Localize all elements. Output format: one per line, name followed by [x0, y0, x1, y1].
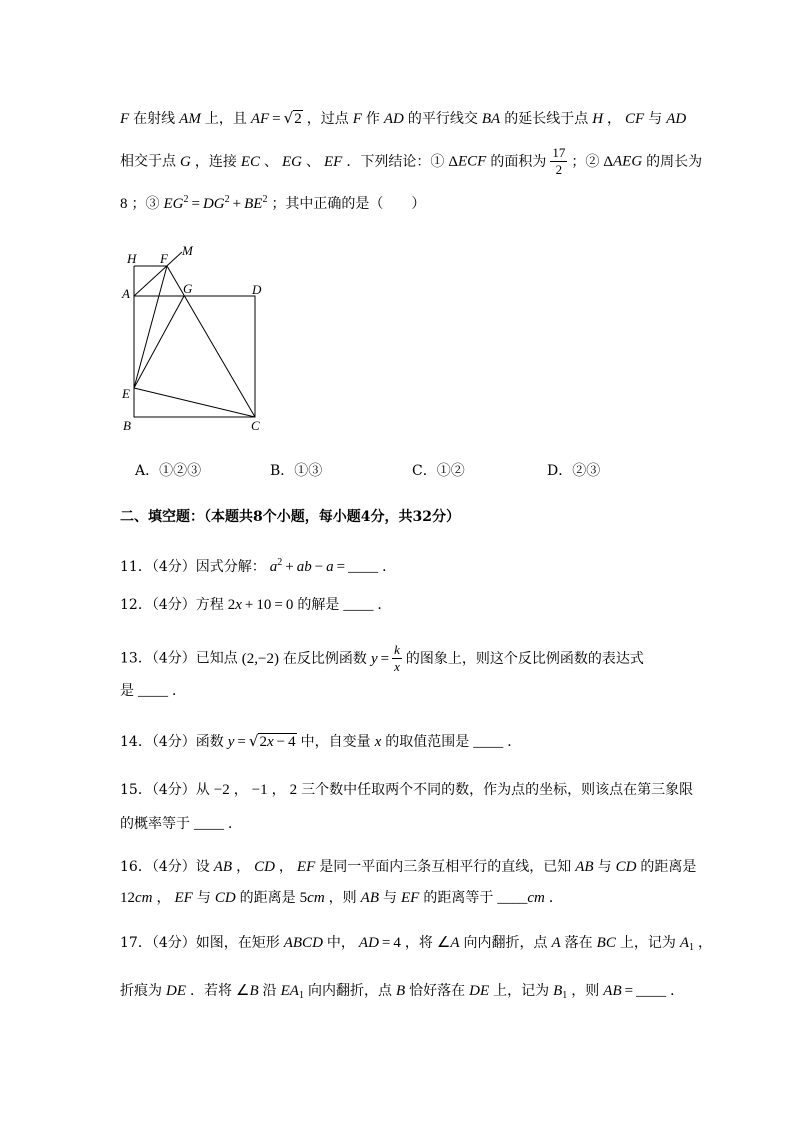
- math-variable: a: [326, 559, 334, 575]
- math-variable: AB: [575, 859, 594, 875]
- square-root: [249, 729, 297, 754]
- math-variable: CD: [254, 859, 275, 875]
- question-13-line-1: [120, 642, 644, 674]
- point-label-c: C: [251, 418, 260, 433]
- math-variable: cm: [307, 890, 325, 906]
- answer-blank: ____: [138, 683, 168, 699]
- text-run: ．: [377, 597, 392, 613]
- fraction-denominator: [392, 659, 402, 674]
- text-run: 的解是: [297, 597, 340, 613]
- answer-blank: ____: [497, 890, 528, 906]
- math-variable: cm: [135, 890, 153, 906]
- fraction: [392, 643, 402, 674]
- text-run: 中，自变量: [300, 734, 371, 750]
- math-variable: AD: [358, 935, 379, 951]
- math-variable: EA: [280, 983, 299, 999]
- math-variable: G: [180, 153, 191, 170]
- math-number: 2: [259, 734, 267, 750]
- math-variable: A: [450, 935, 460, 951]
- math-variable: A: [679, 935, 690, 951]
- math-operator: =: [191, 196, 200, 212]
- math-variable: EG: [282, 153, 303, 170]
- math-variable: CD: [615, 859, 637, 875]
- text-run: ；②: [571, 153, 600, 170]
- math-number: 2: [294, 111, 302, 127]
- text-run: 的取值范围是: [385, 734, 470, 750]
- problem-10-line-2: [120, 145, 703, 177]
- text-run: ，连接: [194, 153, 237, 170]
- section-heading: 二、填空题：（本题共8个小题，每小题4分，共32分）: [120, 509, 460, 525]
- math-variable: a: [269, 559, 278, 575]
- subscript: 1: [562, 990, 568, 1001]
- question-17-line-1: [120, 931, 712, 955]
- math-operator: =: [624, 983, 634, 999]
- text-run: 与: [648, 111, 663, 127]
- text-run: ，则: [571, 983, 600, 999]
- math-variable: EF: [296, 859, 316, 875]
- math-number: Δ: [603, 153, 613, 170]
- text-run: ．: [548, 890, 563, 906]
- segment-fc: [167, 266, 255, 417]
- text-run: 上，记为: [493, 983, 550, 999]
- math-variable: y: [370, 650, 378, 667]
- math-number: 2: [227, 597, 236, 613]
- math-variable: EF: [324, 153, 343, 170]
- text-run: 的周长为: [646, 153, 703, 170]
- math-variable: x: [266, 734, 274, 750]
- radicand: [258, 733, 296, 750]
- problem-10-line-1: [120, 106, 686, 130]
- math-number: 8: [120, 196, 128, 212]
- math-operator: +: [285, 559, 294, 575]
- text-run: 在反比例函数: [282, 650, 367, 667]
- math-number: 4: [393, 935, 401, 951]
- text-run: 15．（4分）从: [120, 782, 210, 798]
- text-run: 恰好落在: [409, 983, 466, 999]
- point-label-d: D: [252, 282, 262, 297]
- text-run: 13．（4分）已知点: [120, 650, 238, 667]
- point-label-h: H: [127, 251, 137, 266]
- fraction-numerator: [550, 146, 567, 162]
- option-b: B．①③: [270, 463, 323, 479]
- math-number: Δ: [448, 153, 458, 170]
- text-run: 落在: [564, 935, 593, 951]
- math-operator: −: [314, 559, 324, 575]
- question-14: [120, 729, 521, 753]
- answer-blank: ____: [473, 734, 504, 750]
- text-run: 作: [365, 111, 380, 127]
- math-variable: B: [395, 983, 406, 999]
- math-number: 2: [555, 162, 563, 177]
- text-run: 的延长线于点: [504, 111, 589, 127]
- text-run: ．: [507, 734, 522, 750]
- text-run: ，过点: [306, 111, 349, 127]
- text-run: 与: [383, 890, 397, 906]
- math-operator: =: [336, 559, 346, 575]
- math-variable: EC: [240, 153, 261, 170]
- text-run: ，: [233, 782, 248, 798]
- text-run: ，则: [328, 890, 357, 906]
- math-number: −1: [251, 782, 268, 798]
- math-variable: B: [553, 983, 563, 999]
- math-variable: BA: [481, 111, 501, 127]
- option-c: C．①②: [412, 463, 465, 479]
- math-variable: AB: [603, 983, 622, 999]
- question-13-line-2: [120, 679, 186, 703]
- math-variable: BE: [244, 196, 263, 212]
- math-variable: ABCD: [283, 935, 323, 951]
- text-run: ．: [670, 983, 685, 999]
- math-operator: =: [380, 650, 390, 667]
- math-variable: x: [394, 659, 400, 674]
- question-17-line-2: [120, 979, 684, 1003]
- math-variable: DE: [469, 983, 490, 999]
- square-root: [284, 106, 303, 131]
- text-run: ．: [228, 816, 242, 832]
- text-run: ，将: [404, 935, 433, 951]
- text-run: 11．（4分）因式分解：: [120, 559, 266, 575]
- math-variable: ECF: [458, 153, 487, 170]
- math-variable: BC: [596, 935, 616, 951]
- text-run: 的面积为: [490, 153, 547, 170]
- math-variable: AB: [360, 890, 379, 906]
- text-run: ．下列结论：①: [346, 153, 445, 170]
- subscript: 1: [298, 990, 304, 1001]
- text-run: ．: [382, 559, 397, 575]
- math-variable: EF: [174, 890, 193, 906]
- text-run: 的距离是: [640, 859, 697, 875]
- answer-blank: ____: [194, 816, 224, 832]
- answer-blank: ____: [636, 983, 667, 999]
- text-run: 沿: [262, 983, 277, 999]
- point-label-m: M: [182, 243, 193, 258]
- answer-blank: ____: [348, 559, 379, 575]
- math-operator: =: [274, 597, 283, 613]
- math-operator: =: [272, 111, 281, 127]
- text-run: 上，记为: [619, 935, 676, 951]
- text-run: 与: [597, 859, 612, 875]
- math-variable: EF: [401, 890, 420, 906]
- math-variable: CF: [625, 111, 645, 127]
- ray-am: [134, 252, 182, 296]
- text-run: 三个数中任取两个不同的数，作为点的坐标，则该点在第三象限: [301, 782, 694, 798]
- text-run: ．若将: [190, 983, 232, 999]
- math-operator: +: [244, 597, 254, 613]
- text-run: 在射线: [133, 111, 176, 127]
- math-number: 12: [120, 890, 135, 906]
- math-variable: AM: [179, 111, 201, 127]
- question-12: [120, 593, 391, 617]
- point-label-a: A: [122, 286, 130, 301]
- math-number: ∠: [236, 983, 250, 999]
- text-run: 12．（4分）方程: [120, 597, 224, 613]
- text-run: ．: [172, 683, 186, 699]
- text-run: ，: [156, 890, 171, 906]
- text-run: 的平行线交: [407, 111, 478, 127]
- math-number: 2: [289, 782, 298, 798]
- math-operator: =: [381, 935, 391, 951]
- math-number: ∠: [436, 935, 451, 951]
- math-operator: +: [232, 196, 242, 212]
- segment-eg: [134, 296, 184, 388]
- math-number: 0: [285, 597, 294, 613]
- math-number: 17: [552, 145, 566, 160]
- superscript: 2: [262, 194, 268, 205]
- text-run: ，: [236, 859, 251, 875]
- question-15-line-2: [120, 812, 242, 836]
- math-variable: A: [551, 935, 561, 951]
- text-run: 的距离是: [239, 890, 296, 906]
- math-number: −2: [213, 782, 230, 798]
- text-run: ；③: [131, 196, 160, 212]
- text-run: ；其中正确的是（ ）: [271, 196, 426, 212]
- math-variable: AEG: [613, 153, 643, 170]
- question-15-line-1: [120, 778, 693, 802]
- segment-ec: [134, 388, 255, 417]
- math-variable: cm: [527, 890, 545, 906]
- text-run: 是: [120, 683, 134, 699]
- math-number: 10: [256, 597, 272, 613]
- math-variable: AF: [250, 111, 270, 127]
- radicand: [293, 110, 303, 127]
- point-label-e: E: [122, 386, 130, 401]
- fraction-denominator: [550, 162, 567, 177]
- math-variable: F: [352, 111, 362, 127]
- math-variable: AB: [213, 859, 233, 875]
- text-run: 的图象上，则这个反比例函数的表达式: [405, 650, 644, 667]
- math-variable: DG: [202, 196, 225, 212]
- text-run: 向内翻折，点: [307, 983, 392, 999]
- math-variable: B: [249, 983, 259, 999]
- question-16-line-2: [120, 886, 563, 910]
- problem-10-line-3: [120, 188, 425, 212]
- fraction: [550, 146, 567, 177]
- text-run: 16．（4分）设: [120, 859, 210, 875]
- text-run: 与: [196, 890, 211, 906]
- point-label-f: F: [160, 251, 168, 266]
- superscript: 2: [183, 194, 189, 205]
- text-run: 上，且: [204, 111, 247, 127]
- text-run: 相交于点: [120, 153, 176, 170]
- text-run: 是同一平面内三条互相平行的直线，已知: [319, 859, 572, 875]
- math-variable: H: [592, 111, 604, 127]
- point-label-b: B: [123, 418, 131, 433]
- text-run: 17．（4分）如图，在矩形: [120, 935, 280, 951]
- text-run: 折痕为: [120, 983, 162, 999]
- text-run: ，: [271, 782, 286, 798]
- math-number: 4: [288, 734, 296, 750]
- text-run: 中，: [326, 935, 355, 951]
- superscript: 2: [277, 557, 283, 568]
- math-variable: x: [235, 597, 242, 613]
- text-run: 的距离等于: [423, 890, 494, 906]
- superscript: 2: [224, 194, 230, 205]
- text-run: 向内翻折，点: [463, 935, 548, 951]
- math-variable: AD: [383, 111, 404, 127]
- math-number: (2,−2): [241, 650, 279, 667]
- text-run: 、: [264, 153, 279, 170]
- text-run: 14．（4分）函数: [120, 734, 224, 750]
- text-run: 、: [306, 153, 321, 170]
- text-run: ，: [278, 859, 293, 875]
- math-variable: EG: [163, 196, 184, 212]
- option-a: A．①②③: [135, 463, 202, 479]
- math-variable: CD: [214, 890, 236, 906]
- math-variable: AD: [666, 111, 687, 127]
- math-variable: DE: [166, 983, 186, 999]
- text-run: 的概率等于: [120, 816, 190, 832]
- math-variable: k: [394, 642, 400, 657]
- math-operator: =: [237, 734, 246, 750]
- segment-ef: [134, 266, 167, 388]
- question-16-line-1: [120, 855, 696, 879]
- math-variable: y: [227, 734, 235, 750]
- subscript: 1: [689, 942, 695, 953]
- math-variable: x: [374, 734, 382, 750]
- fraction-numerator: [392, 643, 402, 659]
- geometry-figure: [110, 240, 280, 436]
- math-variable: F: [120, 111, 130, 127]
- math-number: 5: [299, 890, 308, 906]
- math-variable: ab: [296, 559, 312, 575]
- math-operator: −: [276, 734, 286, 750]
- answer-blank: ____: [343, 597, 374, 613]
- text-run: ，: [698, 935, 713, 951]
- option-d: D．②③: [547, 463, 601, 479]
- text-run: ，: [607, 111, 622, 127]
- point-label-g: G: [183, 281, 193, 296]
- question-11: [120, 551, 396, 575]
